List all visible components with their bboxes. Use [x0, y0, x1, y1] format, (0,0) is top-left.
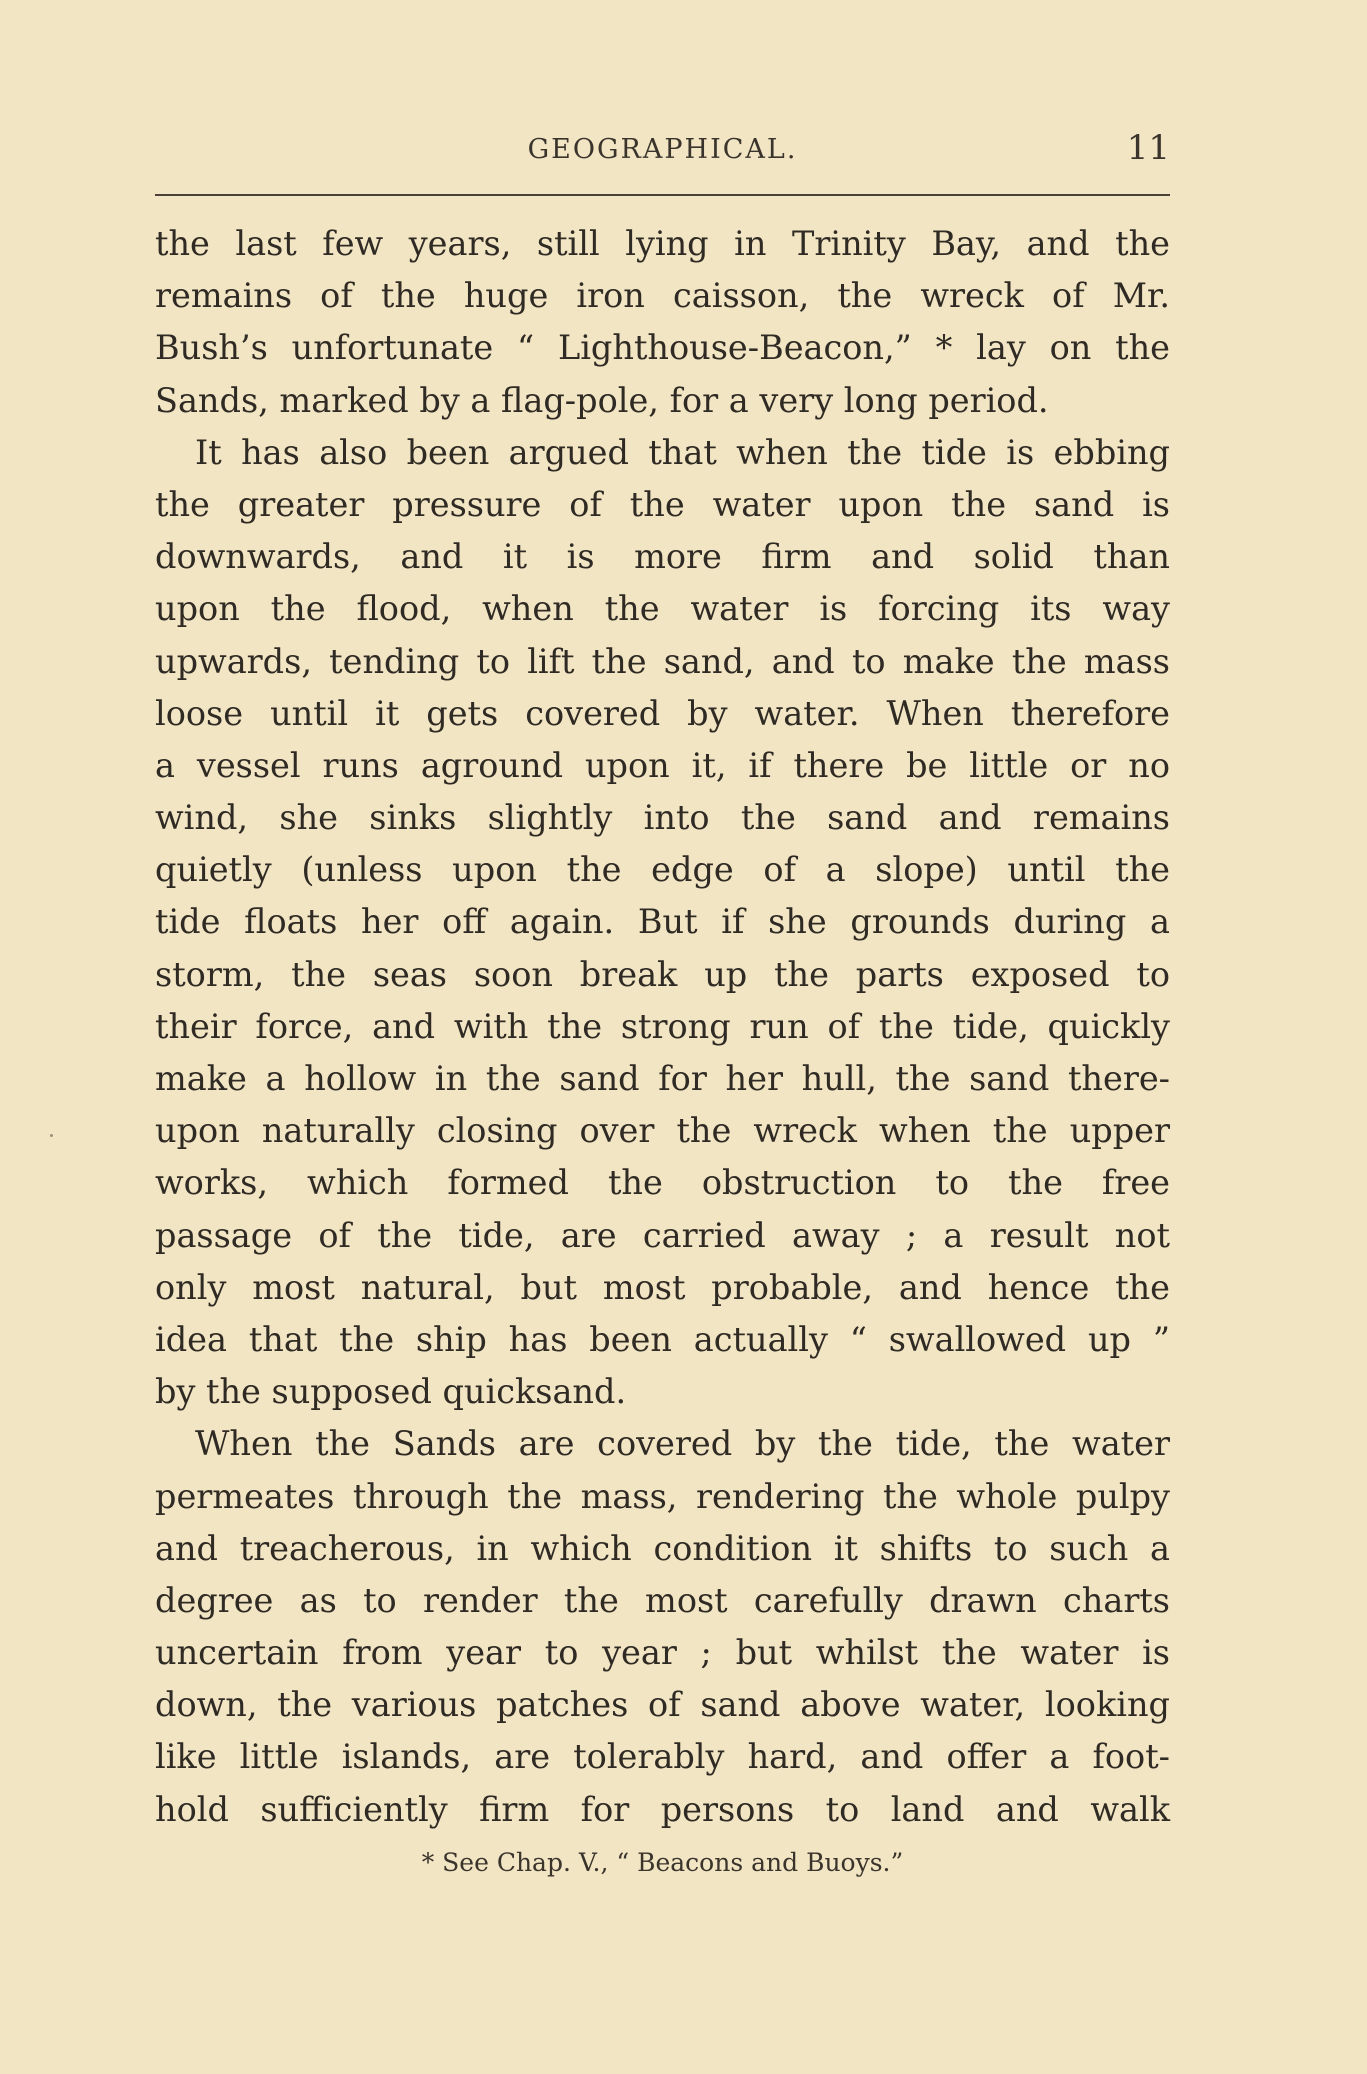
- body-text: [155, 218, 1170, 1836]
- text-line: Bush’s unfortunate “ Lighthouse-Beacon,” * lay on the: [155, 328, 1170, 368]
- text-line: passage of the tide, are carried away ; a result not: [155, 1215, 1170, 1255]
- text-line: uncertain from year to year ; but whilst the water is: [155, 1633, 1170, 1673]
- running-head: GEOGRAPHICAL.: [527, 134, 798, 165]
- text-line: by the supposed quicksand.: [155, 1372, 627, 1412]
- text-line: upon the flood, when the water is forcing its way: [155, 589, 1170, 629]
- text-line: a vessel runs aground upon it, if there be little or no: [155, 745, 1170, 785]
- margin-speck: [50, 1134, 53, 1137]
- text-line: It has also been argued that when the tide is ebbing: [195, 432, 1170, 472]
- page-number: 11: [1126, 128, 1170, 168]
- text-line: upwards, tending to lift the sand, and to make the mass: [155, 641, 1170, 681]
- text-line: remains of the huge iron caisson, the wreck of Mr.: [155, 276, 1170, 316]
- text-line: idea that the ship has been actually “ swallowed up ”: [155, 1319, 1170, 1359]
- text-line: Sands, marked by a flag-pole, for a very long period.: [155, 380, 1049, 420]
- text-line: works, which formed the obstruction to the free: [155, 1163, 1170, 1203]
- footnote: * See Chap. V., “ Beacons and Buoys.”: [421, 1848, 904, 1877]
- text-line: make a hollow in the sand for her hull, the sand there-: [155, 1059, 1170, 1098]
- text-line: permeates through the mass, rendering the whole pulpy: [155, 1476, 1170, 1516]
- text-line: upon naturally closing over the wreck when the upper: [155, 1111, 1170, 1151]
- text-line: like little islands, are tolerably hard, and offer a foot-: [155, 1737, 1170, 1777]
- text-line: and treacherous, in which condition it shifts to such a: [155, 1528, 1170, 1568]
- text-line: quietly (unless upon the edge of a slope) until the: [155, 850, 1170, 890]
- text-line: degree as to render the most carefully drawn charts: [155, 1580, 1170, 1620]
- text-line: tide floats her off again. But if she grounds during a: [155, 902, 1170, 942]
- page-header: [155, 128, 1170, 178]
- text-line: loose until it gets covered by water. When therefore: [155, 693, 1170, 733]
- text-line: When the Sands are covered by the tide, the water: [195, 1424, 1170, 1464]
- text-line: down, the various patches of sand above water, looking: [155, 1685, 1170, 1725]
- text-line: storm, the seas soon break up the parts exposed to: [155, 954, 1170, 994]
- text-line: their force, and with the strong run of the tide, quickly: [155, 1006, 1170, 1046]
- text-line: wind, she sinks slightly into the sand and remains: [155, 798, 1170, 838]
- text-line: downwards, and it is more firm and solid than: [155, 537, 1170, 577]
- text-line: the greater pressure of the water upon the sand is: [155, 484, 1170, 524]
- text-line: the last few years, still lying in Trinity Bay, and the: [155, 224, 1170, 263]
- header-rule: [155, 194, 1170, 196]
- text-line: only most natural, but most probable, and hence the: [155, 1267, 1170, 1307]
- text-line: hold sufficiently firm for persons to land and walk: [155, 1789, 1170, 1829]
